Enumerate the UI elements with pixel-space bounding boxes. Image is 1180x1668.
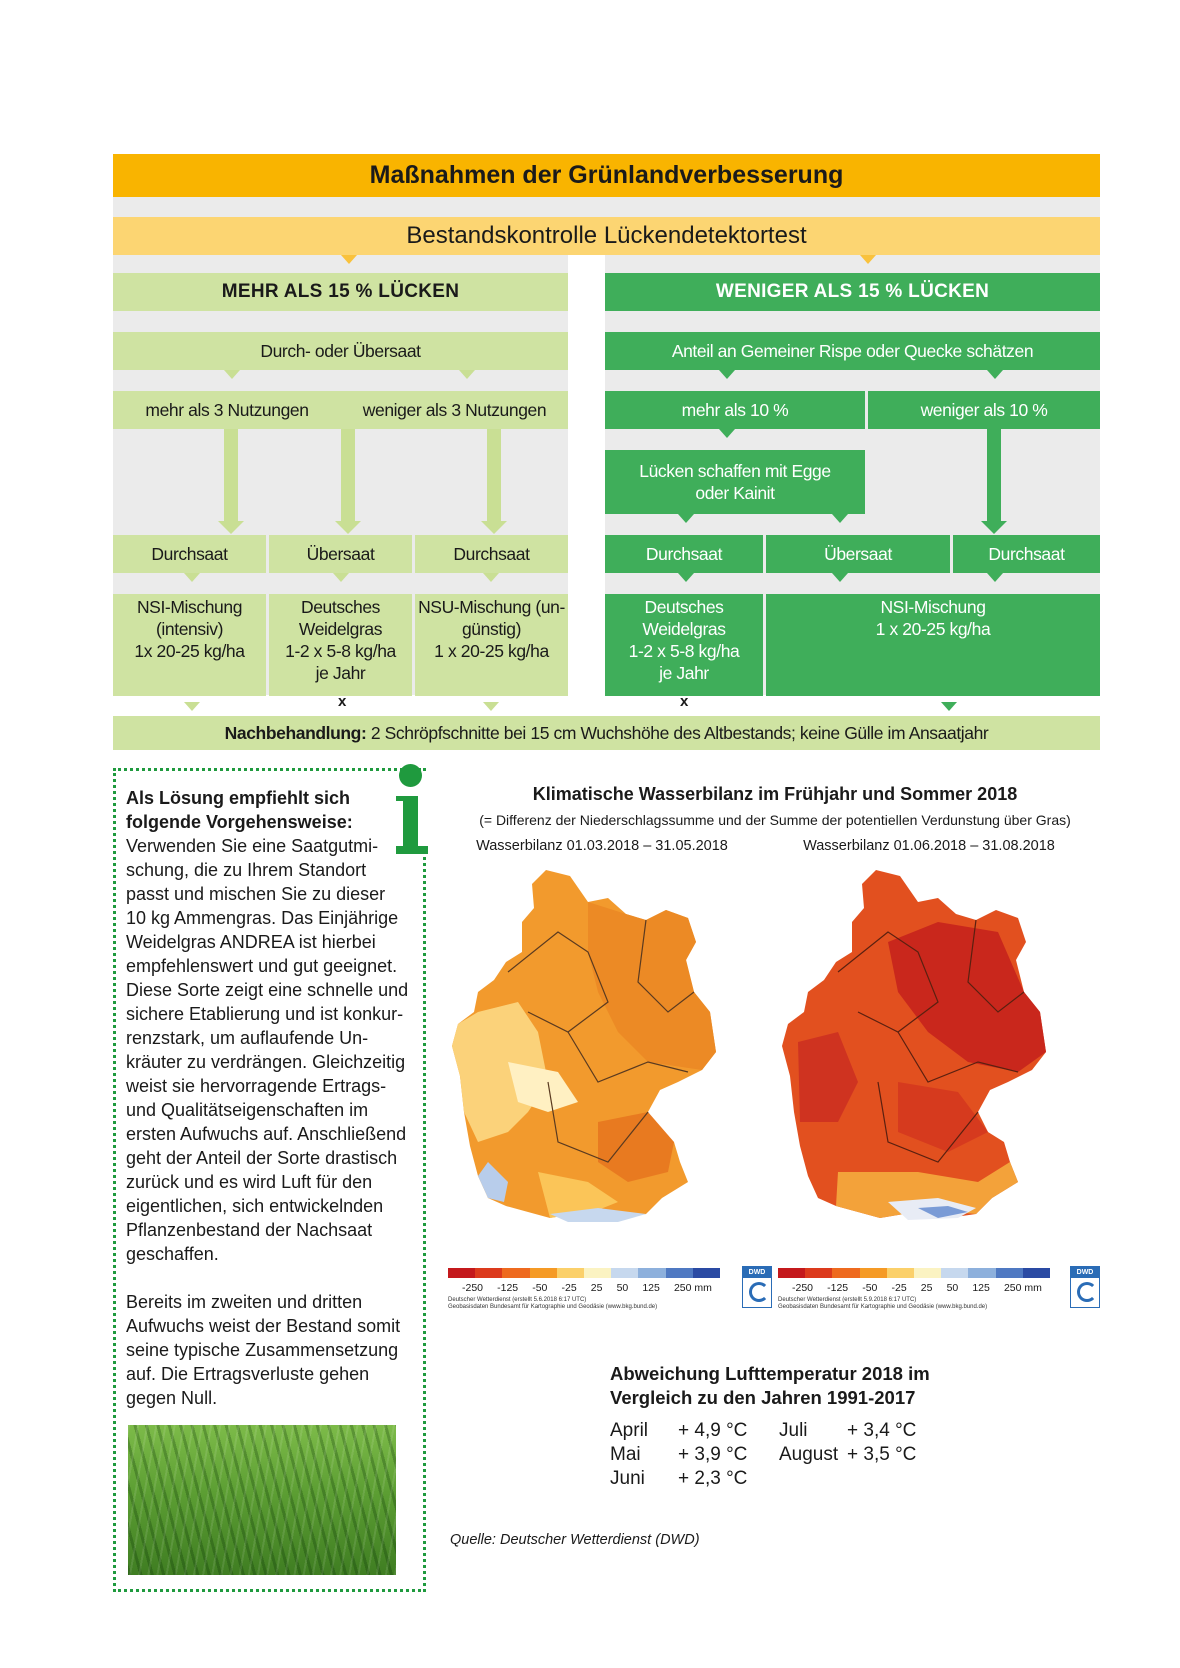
legend-swatch	[502, 1268, 529, 1278]
map1-label: Wasserbilanz 01.03.2018 – 31.05.2018	[476, 838, 728, 854]
temp-value: + 3,9 °C	[678, 1444, 748, 1465]
map2-label: Wasserbilanz 01.06.2018 – 31.08.2018	[803, 838, 1055, 854]
right-method-3: Durchsaat	[953, 535, 1100, 573]
legend-swatch	[941, 1268, 968, 1278]
temp-month: August	[779, 1444, 839, 1465]
info-heading: Als Lösung empfiehlt sich folgende Vorgehensweise:	[126, 788, 353, 832]
arrow	[224, 370, 240, 379]
legend-bar-2	[778, 1268, 1050, 1278]
temp-month: Mai	[610, 1444, 641, 1465]
arrow	[987, 370, 1003, 379]
grass-photo	[128, 1425, 396, 1575]
arrow	[184, 573, 200, 582]
arrow	[678, 514, 694, 523]
flowchart-subtitle: Bestandskontrolle Lückendetektortest	[113, 217, 1100, 255]
right-extra-step: Lücken schaffen mit Egge oder Kainit	[605, 450, 865, 514]
legend-swatch	[805, 1268, 832, 1278]
right-method-1: Durchsaat	[605, 535, 763, 573]
left-header: MEHR ALS 15 % LÜCKEN	[113, 273, 568, 311]
legend-swatch	[914, 1268, 941, 1278]
arrow	[832, 573, 848, 582]
left-method-2: Übersaat	[269, 535, 412, 573]
legend-swatch	[557, 1268, 584, 1278]
temp-value: + 3,4 °C	[847, 1420, 917, 1441]
temp-month: Juni	[610, 1468, 645, 1489]
legend-swatch	[530, 1268, 557, 1278]
arrow	[487, 429, 501, 522]
arrow	[860, 255, 876, 264]
dwd-logo-1: DWD	[742, 1266, 772, 1308]
arrow	[832, 514, 848, 523]
temp-month: Juli	[779, 1420, 808, 1441]
legend-values-2: -250 -125 -50 -25 25 50 125 250 mm	[792, 1282, 1042, 1294]
climate-title: Klimatische Wasserbilanz im Frühjahr und Sommer 2018	[532, 784, 1018, 804]
arrow	[941, 702, 957, 711]
info-text	[126, 786, 426, 1410]
arrow	[719, 370, 735, 379]
legend-swatch	[1023, 1268, 1050, 1278]
legend-swatch	[584, 1268, 611, 1278]
arrow	[341, 429, 355, 522]
right-method-2: Übersaat	[766, 535, 950, 573]
legend-swatch	[638, 1268, 665, 1278]
arrow	[719, 429, 735, 438]
legend-swatch	[887, 1268, 914, 1278]
arrow	[459, 370, 475, 379]
x-mark: x	[680, 693, 689, 710]
arrow	[184, 702, 200, 711]
right-step: Anteil an Gemeiner Rispe oder Quecke schätzen	[605, 332, 1100, 370]
right-header: WENIGER ALS 15 % LÜCKEN	[605, 273, 1100, 311]
climate-subtitle: (= Differenz der Niederschlagssumme und der Summe der potentiellen Verdunstung über Gras)	[479, 812, 1071, 828]
legend-swatch	[832, 1268, 859, 1278]
legend-bar-1	[448, 1268, 720, 1278]
legend-swatch	[860, 1268, 887, 1278]
title-gap	[113, 197, 1100, 217]
legend-swatch	[778, 1268, 805, 1278]
map1-credit: Deutscher Wetterdienst (erstellt 5.6.2018 6:17 UTC) Geobasisdaten Bundesamt für Kartographie und Geodäsie (www.bkg.bund.de)	[448, 1297, 658, 1310]
map-spring	[448, 862, 748, 1262]
left-branch-a: mehr als 3 Nutzungen	[113, 391, 341, 429]
x-mark: x	[338, 693, 347, 710]
right-branch-a: mehr als 10 %	[605, 391, 865, 429]
arrow	[224, 429, 238, 522]
aftercare-text: 2 Schröpfschnitte bei 15 cm Wuchshöhe des Altbestands; keine Gülle im Ansaatjahr	[366, 723, 989, 743]
left-branch-b: weniger als 3 Nutzungen	[341, 391, 568, 429]
aftercare-bar	[113, 716, 1100, 750]
temp-month: April	[610, 1420, 649, 1441]
left-method-1: Durchsaat	[113, 535, 266, 573]
left-method-3: Durchsaat	[415, 535, 568, 573]
legend-swatch	[693, 1268, 720, 1278]
map2-credit: Deutscher Wetterdienst (erstellt 5.9.2018 6:17 UTC) Geobasisdaten Bundesamt für Kartographie und Geodäsie (www.bkg.bund.de)	[778, 1297, 988, 1310]
legend-swatch	[475, 1268, 502, 1278]
arrow	[987, 573, 1003, 582]
info-icon-dot	[399, 764, 422, 787]
temp-value: + 4,9 °C	[678, 1420, 748, 1441]
left-mix-1: NSI-Mischung (intensiv) 1x 20-25 kg/ha	[113, 594, 266, 696]
arrow	[678, 573, 694, 582]
right-mix-2: NSI-Mischung 1 x 20-25 kg/ha	[766, 594, 1100, 696]
arrow	[987, 429, 1001, 522]
source-note: Quelle: Deutscher Wetterdienst (DWD)	[450, 1532, 700, 1548]
info-body: Verwenden Sie eine Saatgutmi- schung, die zu Ihrem Standort passt und mischen Sie zu dieser 10 kg Ammengras. Das Einjährige Weidelgras ANDREA ist hierbei empfehlenswert und gut geeignet. Diese Sorte zeigt eine schnelle und sichere Etablierung und ist konkur- renzstark, um auflaufende Un- kräuter zu verdrängen. Gleichzeitig weist sie hervorragende Ertrags- und Qualitätseigenschaften im ersten Aufwuchs auf. Anschließend geht der Anteil der Sorte drastisch zurück und es wird Luft für den eigentlichen, sich entwickelnden Pflanzenbestand der Nachsaat geschaffen.	[126, 836, 409, 1264]
left-step: Durch- oder Übersaat	[113, 332, 568, 370]
legend-swatch	[611, 1268, 638, 1278]
arrow	[333, 573, 349, 582]
temp-value: + 2,3 °C	[678, 1468, 748, 1489]
arrow	[483, 702, 499, 711]
right-mix-1: Deutsches Weidelgras 1-2 x 5-8 kg/ha je Jahr	[605, 594, 763, 696]
dwd-logo-2: DWD	[1070, 1266, 1100, 1308]
legend-swatch	[666, 1268, 693, 1278]
flowchart-title: Maßnahmen der Grünlandverbesserung	[113, 154, 1100, 197]
info-body-2: Bereits im zweiten und dritten Aufwuchs weist der Bestand somit seine typische Zusammensetzung auf. Die Ertragsverluste gehen gegen Null.	[126, 1292, 401, 1408]
legend-swatch	[968, 1268, 995, 1278]
temperature-title: Abweichung Lufttemperatur 2018 im Vergleich zu den Jahren 1991-2017	[610, 1363, 930, 1408]
map-summer	[778, 862, 1078, 1262]
aftercare-label: Nachbehandlung:	[224, 723, 367, 743]
legend-swatch	[996, 1268, 1023, 1278]
legend-values-1: -250 -125 -50 -25 25 50 125 250 mm	[462, 1282, 712, 1294]
left-mix-3: NSU-Mischung (un- günstig) 1 x 20-25 kg/ha	[415, 594, 568, 696]
right-branch-b: weniger als 10 %	[868, 391, 1100, 429]
arrow	[341, 255, 357, 264]
left-mix-2: Deutsches Weidelgras 1-2 x 5-8 kg/ha je Jahr	[269, 594, 412, 696]
temp-value: + 3,5 °C	[847, 1444, 917, 1465]
arrow	[483, 573, 499, 582]
legend-swatch	[448, 1268, 475, 1278]
